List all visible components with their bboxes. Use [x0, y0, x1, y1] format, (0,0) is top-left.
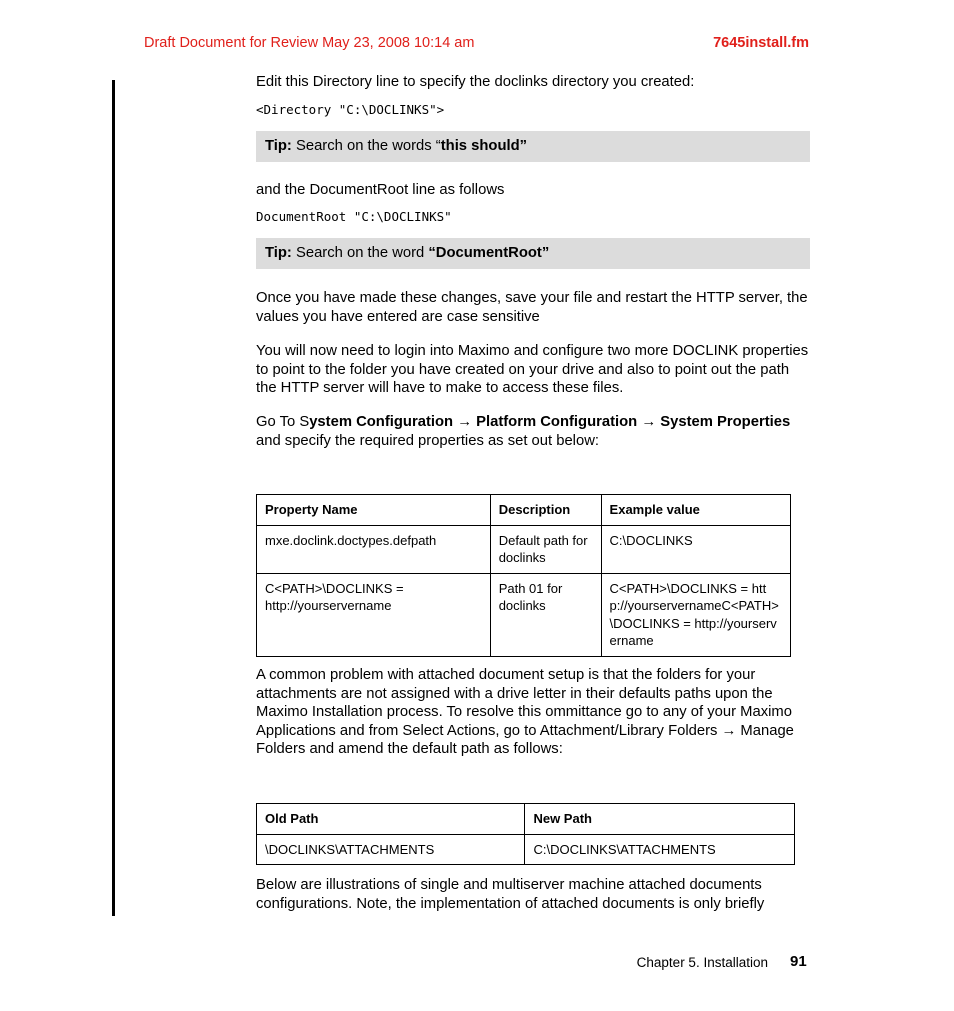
- table-cell: C<PATH>\DOCLINKS = http://yourservernameC<PATH>\DOCLINKS = http://yourservername: [601, 573, 790, 656]
- restart-paragraph: Once you have made these changes, save your file and restart the HTTP server, the values you have entered are case sensitive: [256, 290, 808, 325]
- edit-directory-paragraph: Edit this Directory line to specify the doclinks directory you created:: [256, 74, 695, 90]
- directory-code-line: <Directory "C:\DOCLINKS">: [256, 102, 445, 117]
- table-row: [257, 573, 791, 656]
- goto-prefix: Go To S: [256, 414, 310, 430]
- goto-paragraph: [256, 413, 812, 450]
- table-header-row: [257, 495, 791, 526]
- table-row: [257, 525, 791, 573]
- table-cell: C:\DOCLINKS: [601, 525, 790, 573]
- tip-label: Tip:: [265, 138, 292, 154]
- tip-box-this-should: [256, 131, 810, 162]
- table-cell: Path 01 for doclinks: [490, 573, 601, 656]
- change-bar: [112, 80, 115, 916]
- nav-platform-configuration: Platform Configuration: [476, 414, 638, 430]
- page-number: 91: [790, 953, 807, 970]
- login-paragraph: You will now need to login into Maximo and configure two more DOCLINK properties to point to the folder you have created on your drive and also to point out the path the HTTP server will have to make to access these files.: [256, 343, 809, 397]
- tip-text: Search on the words “: [291, 138, 441, 154]
- paths-table: [256, 803, 795, 865]
- column-header: Old Path: [257, 804, 525, 835]
- table-header-row: [257, 804, 795, 835]
- file-name: 7645install.fm: [713, 35, 809, 51]
- table-cell: C:\DOCLINKS\ATTACHMENTS: [525, 834, 795, 865]
- table-cell: mxe.doclink.doctypes.defpath: [257, 525, 491, 573]
- tip-text: Search on the word: [291, 245, 429, 261]
- table-row: [257, 834, 795, 865]
- tip-box-document-root: [256, 238, 810, 269]
- properties-table: [256, 494, 791, 657]
- table-cell: \DOCLINKS\ATTACHMENTS: [257, 834, 525, 865]
- column-header: Example value: [601, 495, 790, 526]
- tip-emphasis: “DocumentRoot”: [428, 245, 550, 261]
- nav-arrow: →: [637, 414, 661, 430]
- nav-arrow: →: [453, 414, 477, 430]
- goto-suffix: and specify the required properties as set out below:: [256, 432, 599, 449]
- document-root-code-line: DocumentRoot "C:\DOCLINKS": [256, 209, 452, 224]
- document-root-paragraph: and the DocumentRoot line as follows: [256, 182, 505, 198]
- below-illustrations-paragraph: Below are illustrations of single and multiserver machine attached documents configurations. Note, the implementation of attached documents is only briefly: [256, 877, 765, 912]
- tip-label: Tip:: [265, 245, 292, 261]
- table-cell: C<PATH>\DOCLINKS = http://yourservername: [257, 573, 491, 656]
- column-header: Description: [490, 495, 601, 526]
- column-header: New Path: [525, 804, 795, 835]
- column-header: Property Name: [257, 495, 491, 526]
- draft-note: Draft Document for Review May 23, 2008 10:14 am: [144, 35, 475, 51]
- tip-emphasis: this should”: [440, 138, 528, 154]
- table-cell: Default path for doclinks: [490, 525, 601, 573]
- chapter-title: Chapter 5. Installation: [636, 955, 768, 970]
- common-problem-paragraph: A common problem with attached document setup is that the folders for your attachments are not assigned with a drive letter in their defaults paths upon the Maximo Installation process. To resolve this ommittance go to any of your Maximo Applications and from Select Actions, go to Attachment/Library Folders → Manage Folders and amend the default path as follows:: [256, 667, 794, 758]
- nav-system-configuration: ystem Configuration: [309, 414, 454, 430]
- nav-system-properties: System Properties: [660, 414, 791, 430]
